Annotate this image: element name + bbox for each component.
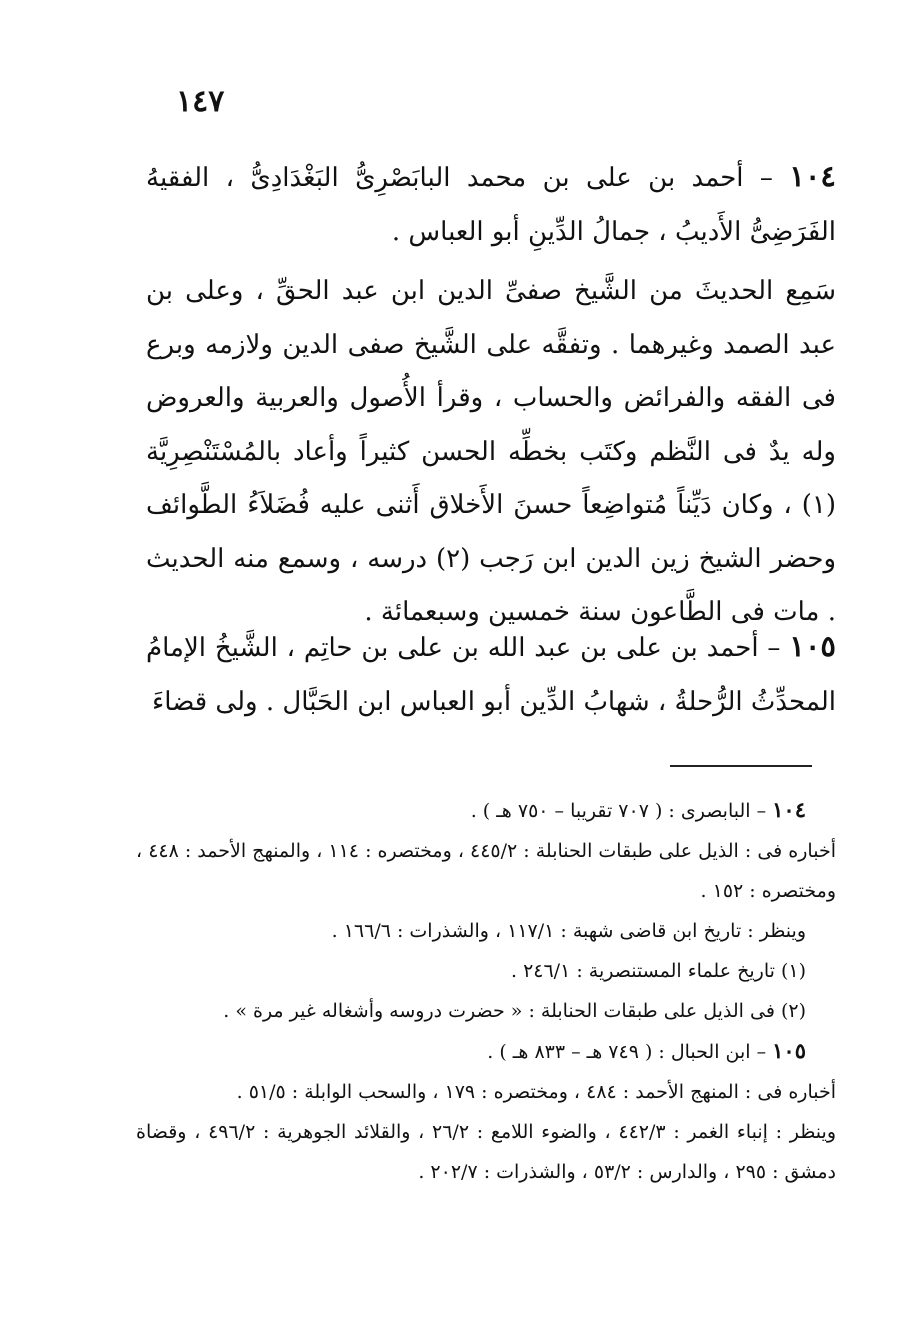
- note-number: ١٠٥: [772, 1038, 806, 1063]
- note-105-sources: أخباره فى : المنهج الأحمد : ٤٨٤ ، ومختصره : ١٧٩ ، والسحب الوابلة : ٥١/٥ .: [236, 1081, 836, 1103]
- footnote-divider: [670, 765, 812, 767]
- note-104-see-also: وينظر : تاريخ ابن قاضى شهبة : ١١٧/١ ، والشذرات : ١٦٦/٦ .: [331, 920, 806, 942]
- entry-number: ١٠٤: [789, 159, 836, 193]
- note-number: ١٠٤: [772, 797, 806, 822]
- note-text: – ابن الحبال : ( ٧٤٩ هـ – ٨٣٣ هـ ) .: [487, 1041, 773, 1063]
- page-number: ١٤٧: [176, 84, 225, 119]
- note-text: – البابصرى : ( ٧٠٧ تقريبا – ٧٥٠ هـ ) .: [470, 800, 773, 822]
- entry-number: ١٠٥: [789, 629, 836, 663]
- note-104-sources: أخباره فى : الذيل على طبقات الحنابلة : ٤٤٥/٢ ، ومختصره : ١١٤ ، والمنهج الأحمد : ٤٤٨ ، ومختصره : ١٥٢ .: [136, 840, 836, 902]
- note-105-see-also: وينظر : إنباء الغمر : ٤٤٢/٣ ، والضوء اللامع : ٢٦/٢ ، والقلائد الجوهرية : ٤٩٦/٢ ، وقضاة دمشق : ٢٩٥ ، والدارس : ٥٣/٢ ، والشذرات : ٢٠٢/٧ .: [136, 1121, 836, 1183]
- footnote-1: (١) تاريخ علماء المستنصرية : ٢٤٦/١ .: [510, 960, 806, 982]
- entry-heading-text: – أحمد بن على بن عبد الله بن على بن حاتِم ، الشَّيخُ الإمامُ المحدِّثُ الرُّحلةُ ، شهابُ الدِّين أبو العباس ابن الحَبَّال . ولى قضاءَ: [146, 633, 836, 717]
- footnote-2: (٢) فى الذيل على طبقات الحنابلة : « حضرت دروسه وأشغاله غير مرة » .: [223, 1000, 806, 1022]
- footnotes: [136, 790, 836, 1192]
- note-105-title: [136, 1031, 836, 1072]
- note-104-title: [136, 790, 836, 831]
- entry-105-heading: [146, 620, 836, 729]
- entry-104-heading: [146, 150, 836, 259]
- entry-heading-text: – أحمد بن على بن محمد البابَصْرِىُّ البَغْدَادِىُّ ، الفقيهُ الفَرَضِىُّ الأَديبُ ، جمالُ الدِّينِ أبو العباس .: [146, 163, 836, 247]
- entry-104-paragraph: سَمِع الحديثَ من الشَّيخ صفىِّ الدين ابن عبد الحقِّ ، وعلى بن عبد الصمد وغيرهما . وتفقَّه على الشَّيخ صفى الدين ولازمه وبرع فى الفقه والفرائض والحساب ، وقرأ الأُصول والعربية والعروض وله يدٌ فى النَّظم وكتَب بخطِّه الحسن كثيراً وأعاد بالمُسْتَنْصِرِيَّة (١) ، وكان دَيِّناً مُتواضِعاً حسنَ الأَخلاق أَثنى عليه فُضَلاَءُ الطَّوائف وحضر الشيخ زين الدين ابن رَجب (٢) درسه ، وسمع منه الحديث . مات فى الطَّاعون سنة خمسين وسبعمائة .: [146, 276, 836, 627]
